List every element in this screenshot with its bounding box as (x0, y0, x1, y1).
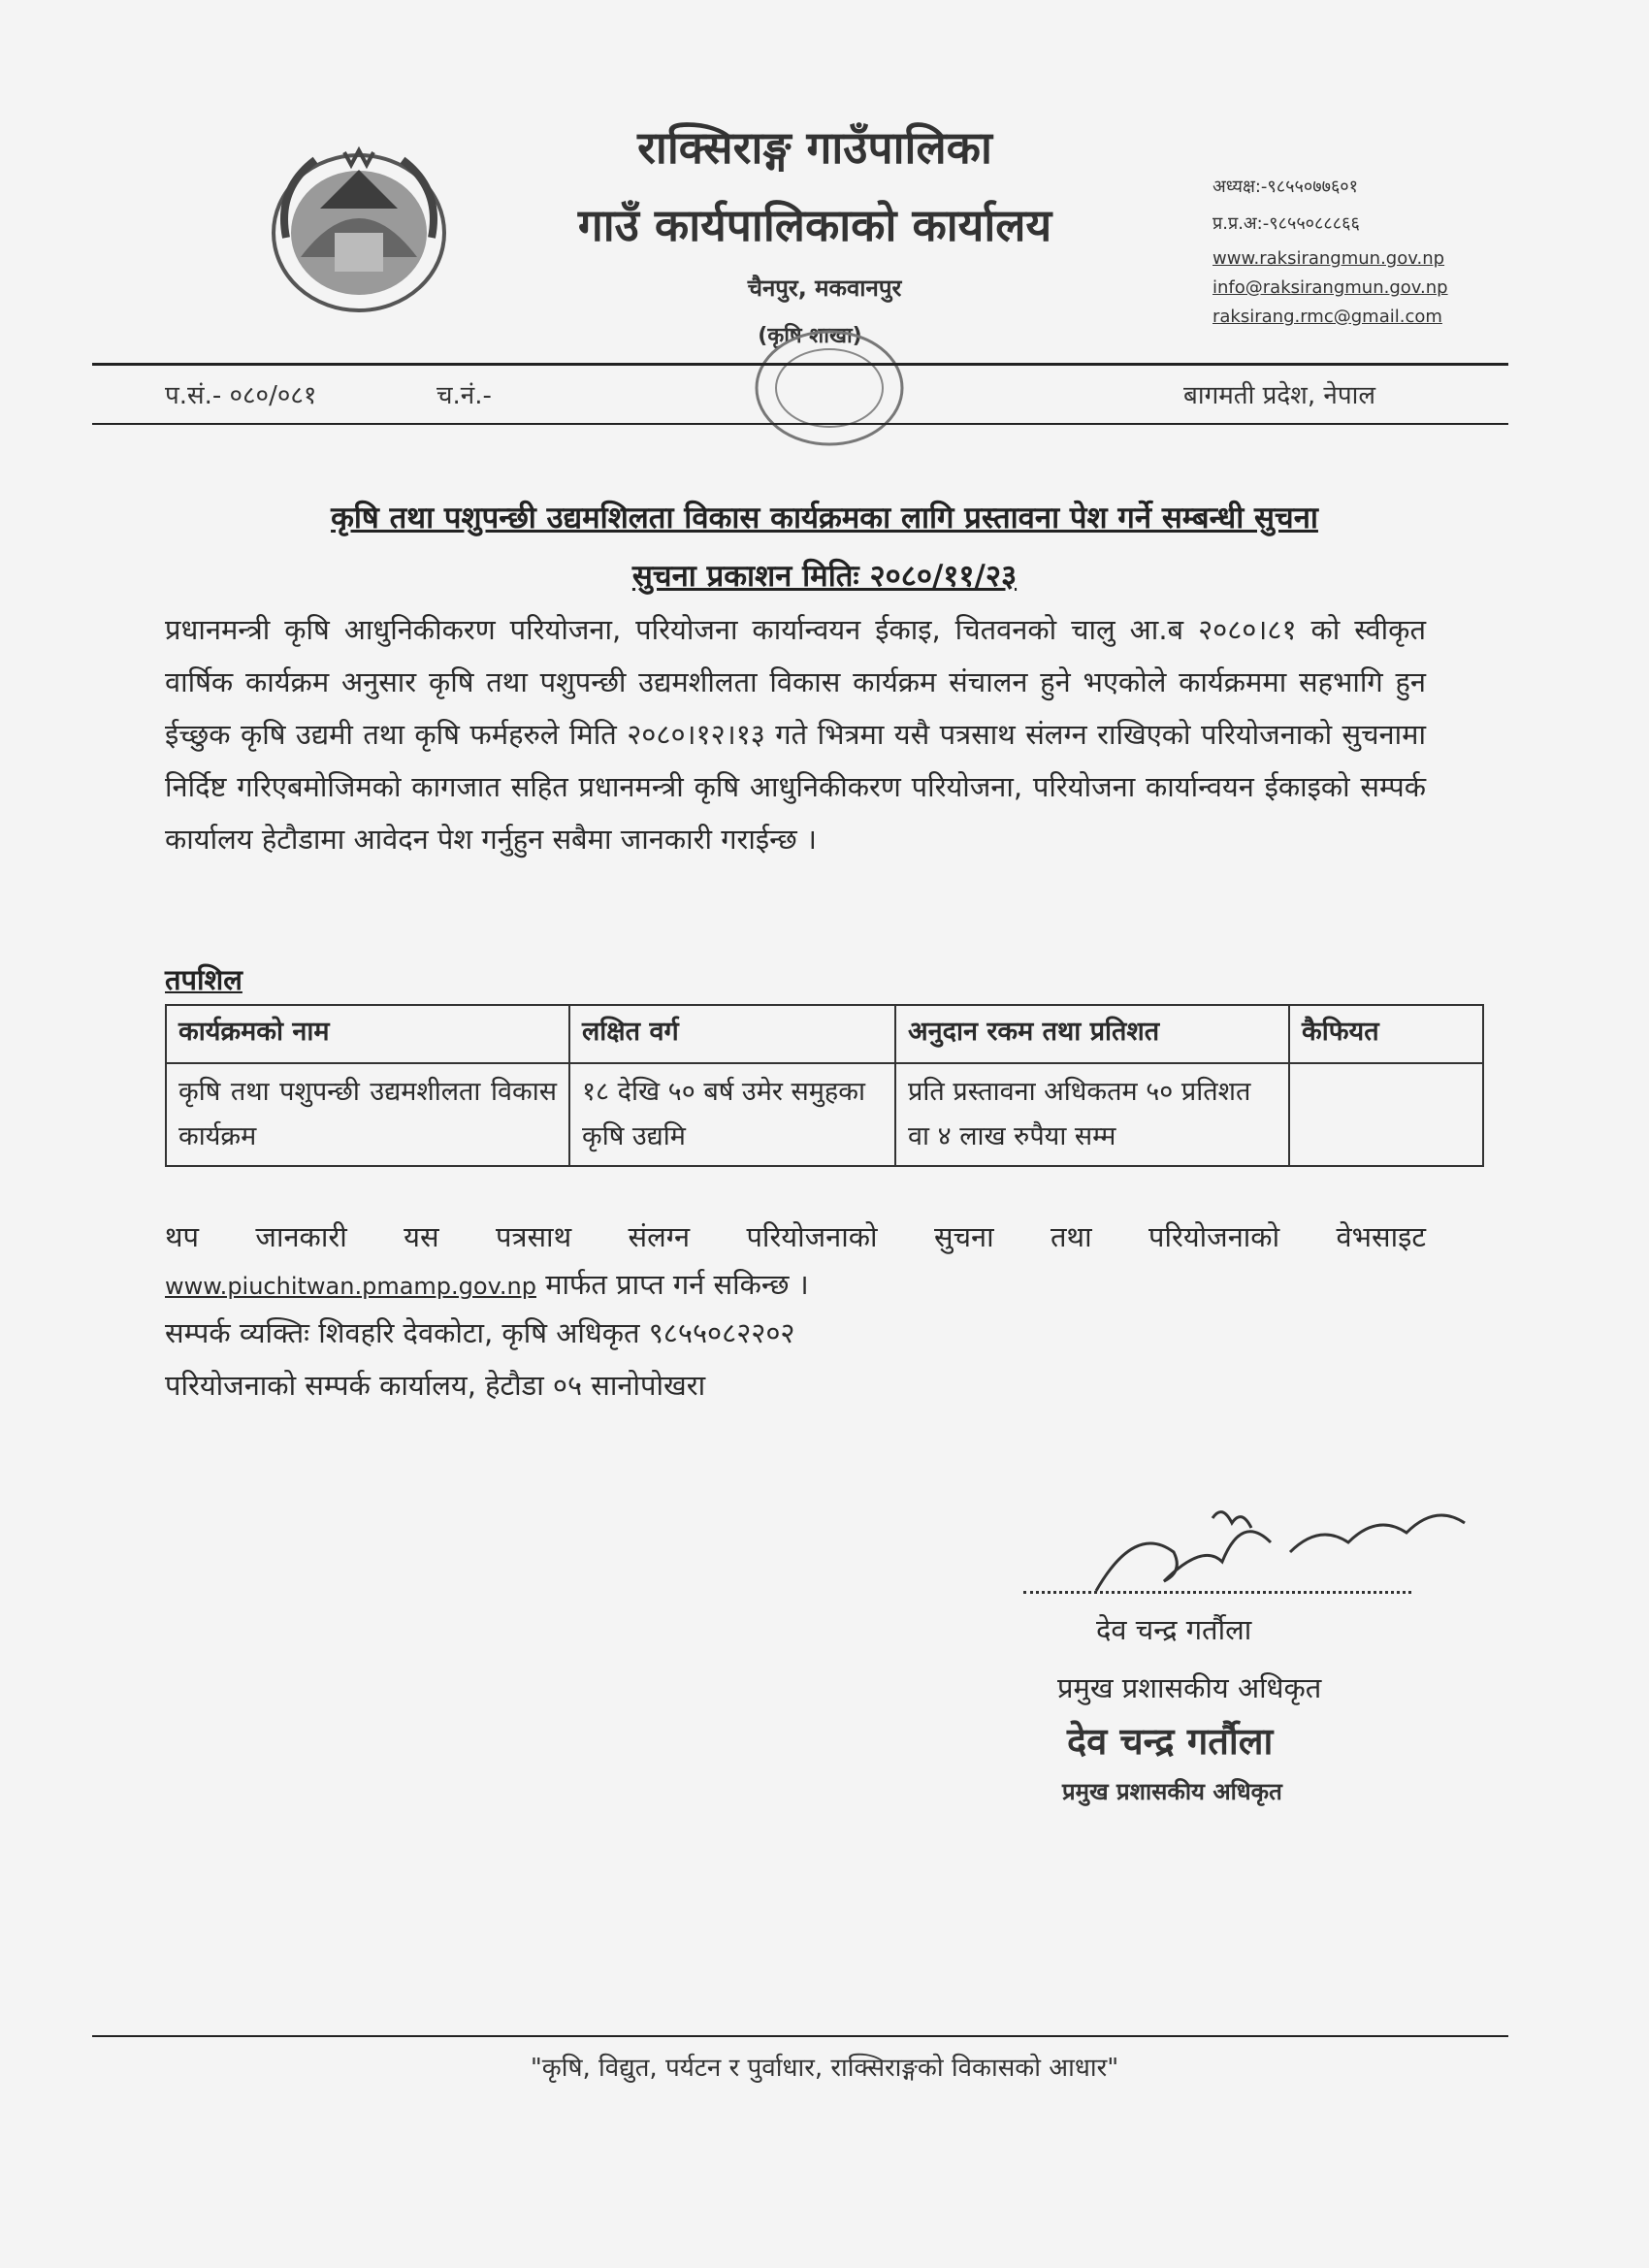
cao-phone: प्र.प्र.अ:-९८५५०८८८६६ (1212, 213, 1360, 234)
signature-line (1023, 1591, 1411, 1594)
schedule-heading: तपशिल (165, 963, 242, 996)
header-rule (92, 363, 1508, 366)
email-link-rmc[interactable]: raksirang.rmc@gmail.com (1212, 307, 1442, 327)
reference-number: प.सं.- ०८०/०८१ (165, 381, 317, 410)
contact-office: परियोजनाको सम्पर्क कार्यालय, हेटौडा ०५ सानोपोखरा (165, 1369, 706, 1402)
office-location: चैनपुर, मकवानपुर (747, 275, 902, 302)
name-stamp-name: देव चन्द्र गर्तौला (1067, 1719, 1274, 1763)
table-row (166, 1063, 1483, 1166)
project-website-link[interactable]: www.piuchitwan.pmamp.gov.np (165, 1273, 536, 1300)
section-name: (कृषि शाखा) (758, 324, 862, 348)
table-cell: कृषि तथा पशुपन्छी उद्यमशीलता विकास कार्यक्रम (166, 1063, 569, 1166)
table-header: अनुदान रकम तथा प्रतिशत (895, 1005, 1289, 1063)
footer-motto: "कृषि, विद्युत, पर्यटन र पुर्वाधार, राक्सिराङ्गको विकासको आधार" (530, 2054, 1119, 2083)
header-rule-bottom (92, 423, 1508, 425)
office-name: गाउँ कार्यपालिकाको कार्यालय (577, 199, 1052, 251)
footer-rule (92, 2035, 1508, 2037)
program-table (165, 1004, 1484, 1167)
chair-phone: अध्यक्ष:-९८५५०७७६०१ (1212, 177, 1359, 197)
more-info-text: थप जानकारी यस पत्रसाथ संलग्न परियोजनाको सुचना तथा परियोजनाको वेभसाइट (165, 1220, 1426, 1253)
more-info-suffix: मार्फत प्राप्त गर्न सकिन्छ । (535, 1268, 809, 1301)
notice-body: प्रधानमन्त्री कृषि आधुनिकीकरण परियोजना, परियोजना कार्यान्वयन ईकाइ, चितवनको चालु आ.ब २०८०।८१ को स्वीकृत वार्षिक कार्यक्रम अनुसार कृषि तथा पशुपन्छी उद्यमशीलता विकास कार्यक्रम संचालन हुने भएकोले कार्यक्रममा सहभागि हुन ईच्छुक कृषि उद्यमी तथा कृषि फर्महरुले मिति २०८०।१२।१३ गते भित्रमा यसै पत्रसाथ संलग्न राखिएको परियोजनाको सुचनामा निर्दिष्ट गरिएबमोजिमको कागजात सहित प्रधानमन्त्री कृषि आधुनिकीकरण परियोजना, परियोजना कार्यान्वयन ईकाइको सम्पर्क कार्यालय हेटौडामा आवेदन पेश गर्नुहुन सबैमा जानकारी गराईन्छ । (165, 613, 1426, 856)
website-link[interactable]: www.raksirangmun.gov.np (1212, 248, 1445, 269)
office-seal-icon (718, 296, 941, 451)
table-cell: प्रति प्रस्तावना अधिकतम ५० प्रतिशत वा ४ लाख रुपैया सम्म (895, 1063, 1289, 1166)
municipality-emblem-icon (262, 141, 456, 315)
dispatch-number: च.नं.- (436, 381, 492, 410)
signatory-name: देव चन्द्र गर्तौला (1096, 1613, 1252, 1646)
table-cell (1289, 1063, 1483, 1166)
province-name: बागमती प्रदेश, नेपाल (1183, 381, 1375, 410)
name-stamp-title: प्रमुख प्रशासकीय अधिकृत (1062, 1778, 1282, 1805)
table-header: कैफियत (1289, 1005, 1483, 1063)
contact-person: सम्पर्क व्यक्तिः शिवहरि देवकोटा, कृषि अधिकृत ९८५५०८२२०२ (165, 1316, 795, 1349)
signatory-title: प्रमुख प्रशासकीय अधिकृत (1057, 1671, 1322, 1704)
table-header: कार्यक्रमको नाम (166, 1005, 569, 1063)
email-link-info[interactable]: info@raksirangmun.gov.np (1212, 277, 1448, 298)
table-header-row (166, 1005, 1483, 1063)
notice-title: कृषि तथा पशुपन्छी उद्यमशिलता विकास कार्यक्रमका लागि प्रस्तावना पेश गर्ने सम्बन्धी सुचना (331, 501, 1318, 535)
more-info-line2 (165, 1265, 809, 1306)
table-header: लक्षित वर्ग (569, 1005, 895, 1063)
municipality-name: राक्सिराङ्ग गाउँपालिका (637, 121, 992, 174)
table-cell: १८ देखि ५० बर्ष उमेर समुहका कृषि उद्यमि (569, 1063, 895, 1166)
publication-date: सुचना प्रकाशन मितिः २०८०/११/२३ (631, 559, 1018, 594)
